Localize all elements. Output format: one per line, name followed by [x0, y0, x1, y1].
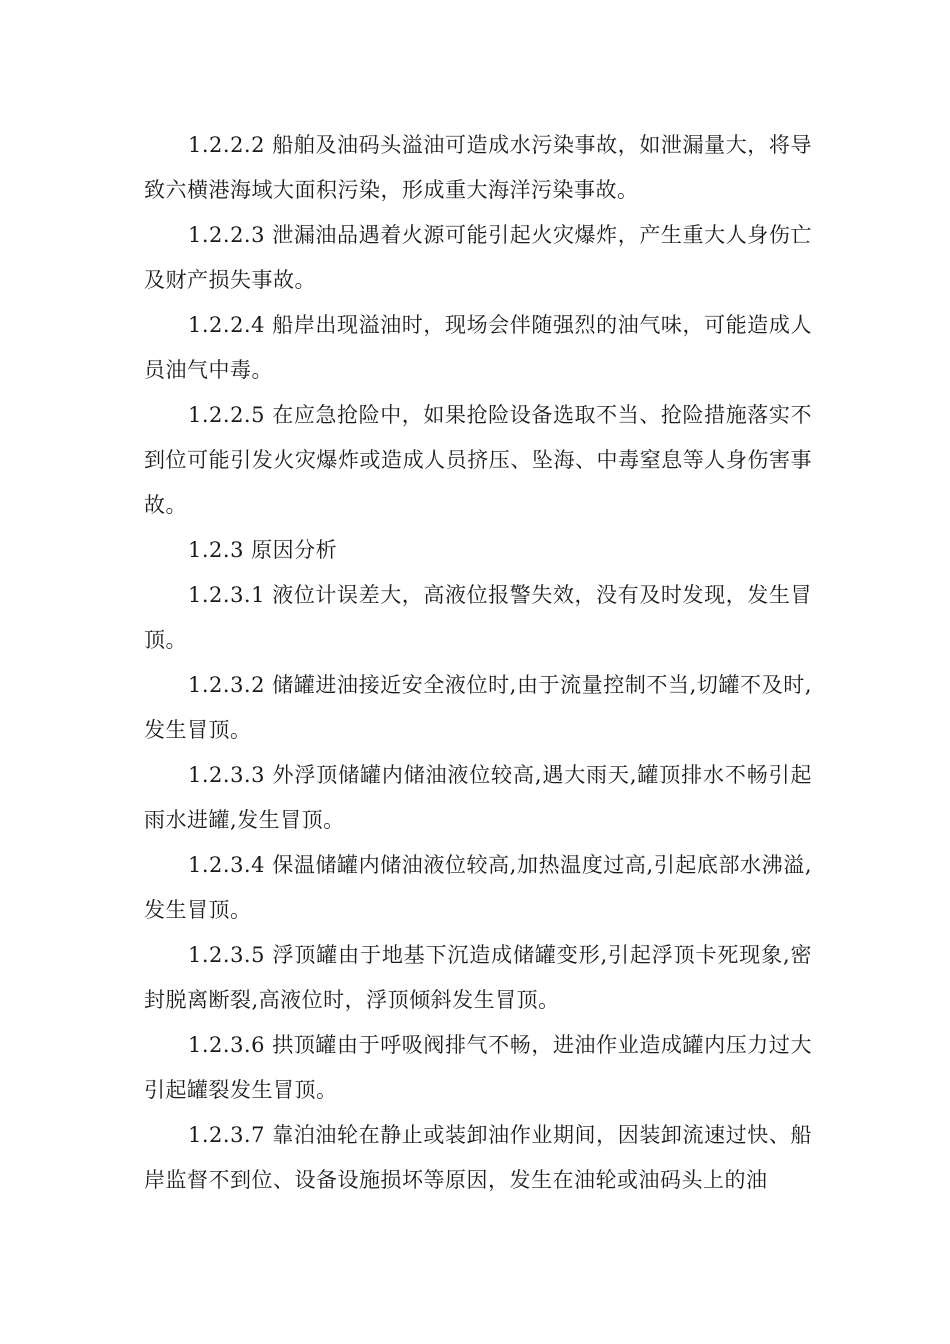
paragraph-1-2-3-1: 1.2.3.1 液位计误差大，高液位报警失效，没有及时发现，发生冒顶。: [144, 583, 812, 652]
paragraph-1-2-2-3: 1.2.2.3 泄漏油品遇着火源可能引起火灾爆炸，产生重大人身伤亡及财产损失事故。: [144, 223, 812, 292]
paragraph-1-2-3-6: 1.2.3.6 拱顶罐由于呼吸阀排气不畅，进油作业造成罐内压力过大引起罐裂发生冒顶。: [144, 1033, 812, 1102]
paragraph-1-2-3-4: 1.2.3.4 保温储罐内储油液位较高,加热温度过高,引起底部水沸溢,发生冒顶。: [144, 853, 812, 922]
paragraph-1-2-2-5: 1.2.2.5 在应急抢险中，如果抢险设备选取不当、抢险措施落实不到位可能引发火灾爆炸或造成人员挤压、坠海、中毒窒息等人身伤害事故。: [144, 403, 812, 517]
paragraph-1-2-2-4: 1.2.2.4 船岸出现溢油时，现场会伴随强烈的油气味，可能造成人员油气中毒。: [144, 313, 812, 382]
paragraph-1-2-2-2: 1.2.2.2 船舶及油码头溢油可造成水污染事故，如泄漏量大，将导致六横港海域大面积污染，形成重大海洋污染事故。: [144, 133, 812, 202]
paragraph-1-2-3-7: 1.2.3.7 靠泊油轮在静止或装卸油作业期间，因装卸流速过快、船岸监督不到位、设备设施损坏等原因，发生在油轮或油码头上的油: [144, 1123, 812, 1192]
paragraph-1-2-3-5: 1.2.3.5 浮顶罐由于地基下沉造成储罐变形,引起浮顶卡死现象,密封脱离断裂,高液位时，浮顶倾斜发生冒顶。: [144, 943, 812, 1012]
paragraph-1-2-3-3: 1.2.3.3 外浮顶储罐内储油液位较高,遇大雨天,罐顶排水不畅引起雨水进罐,发生冒顶。: [144, 763, 812, 832]
section-heading-1-2-3: 1.2.3 原因分析: [188, 538, 338, 562]
paragraph-1-2-3-2: 1.2.3.2 储罐进油接近安全液位时,由于流量控制不当,切罐不及时,发生冒顶。: [144, 673, 812, 742]
document-body: [144, 123, 812, 1203]
